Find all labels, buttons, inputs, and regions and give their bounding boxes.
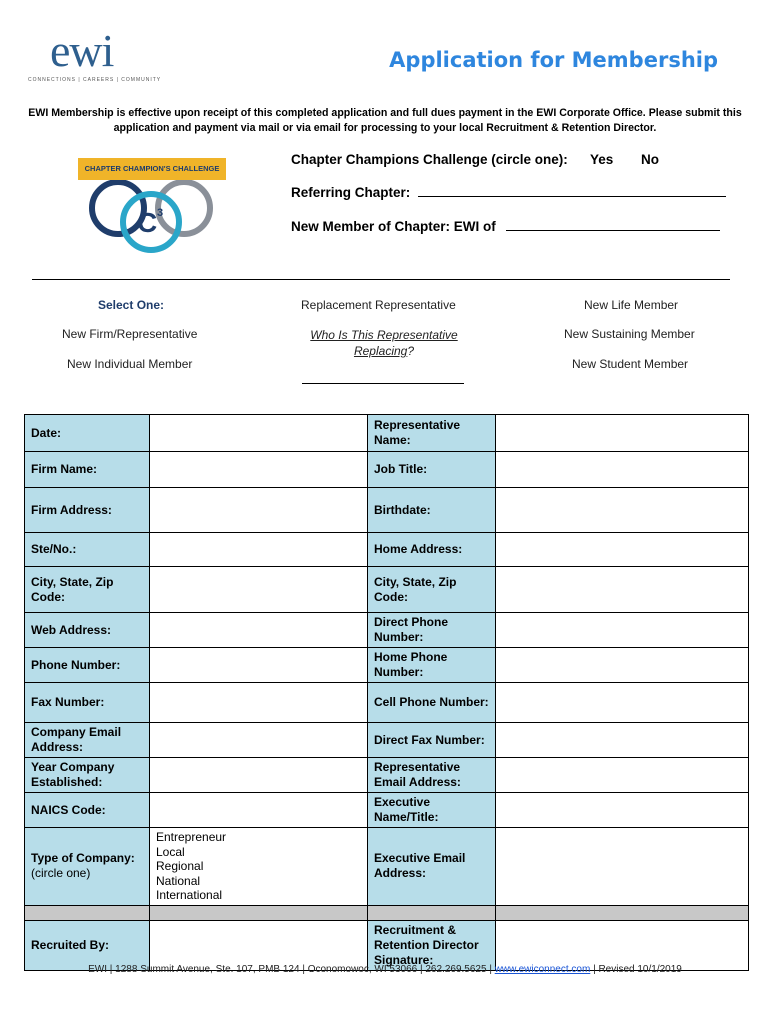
- table-row: [25, 723, 749, 758]
- recruited-by-label: Recruited By:: [25, 920, 150, 970]
- rr-signature-label: Recruitment & Retention Director Signature:: [368, 920, 496, 970]
- chapter-champions-badge: [72, 150, 232, 258]
- challenge-yes-option[interactable]: Yes: [590, 152, 614, 167]
- gap-cell: [150, 905, 368, 920]
- year-established-field[interactable]: [150, 758, 368, 793]
- replacing-name-field[interactable]: [302, 372, 464, 384]
- question-mark: ?: [407, 344, 415, 358]
- rep-email-field[interactable]: [496, 758, 749, 793]
- table-gap-row: [25, 905, 749, 920]
- ste-no-field[interactable]: [150, 533, 368, 567]
- home-address-field[interactable]: [496, 533, 749, 567]
- direct-phone-field[interactable]: [496, 613, 749, 648]
- table-row: [25, 793, 749, 828]
- company-type-option[interactable]: Local: [156, 844, 185, 859]
- direct-fax-label: Direct Fax Number:: [368, 723, 496, 758]
- rep-name-label: Representative Name:: [368, 415, 496, 452]
- exec-name-label: Executive Name/Title:: [368, 793, 496, 828]
- naics-field[interactable]: [150, 793, 368, 828]
- fax-number-field[interactable]: [150, 683, 368, 723]
- table-row: [25, 567, 749, 613]
- new-member-chapter-field[interactable]: [506, 219, 720, 231]
- firm-address-field[interactable]: [150, 488, 368, 533]
- firm-city-state-zip-field[interactable]: [150, 567, 368, 613]
- cell-phone-label: Cell Phone Number:: [368, 683, 496, 723]
- footer-website-link[interactable]: www.ewiconnect.com: [494, 964, 591, 975]
- table-row: [25, 683, 749, 723]
- direct-fax-field[interactable]: [496, 723, 749, 758]
- referring-chapter-label: Referring Chapter:: [291, 185, 411, 200]
- logo-wordmark: ewi: [50, 25, 114, 76]
- fax-number-label: Fax Number:: [25, 683, 150, 723]
- company-type-option[interactable]: Entrepreneur: [156, 830, 227, 844]
- home-phone-field[interactable]: [496, 648, 749, 683]
- who-is-text: Who Is This Representative: [310, 328, 458, 342]
- membership-form-table: [24, 414, 749, 971]
- company-type-option[interactable]: National: [156, 873, 201, 888]
- firm-name-label: Firm Name:: [25, 452, 150, 488]
- naics-label: NAICS Code:: [25, 793, 150, 828]
- table-row: [25, 648, 749, 683]
- job-title-label: Job Title:: [368, 452, 496, 488]
- section-divider: [32, 279, 730, 280]
- option-new-life[interactable]: New Life Member: [584, 298, 679, 312]
- ste-no-label: Ste/No.:: [25, 533, 150, 567]
- who-is-replacing-question: [296, 327, 472, 359]
- home-address-label: Home Address:: [368, 533, 496, 567]
- select-one-heading: Select One:: [98, 298, 165, 312]
- table-row: [25, 488, 749, 533]
- table-row: [25, 613, 749, 648]
- exec-email-field[interactable]: [496, 828, 749, 906]
- home-city-state-zip-field[interactable]: [496, 567, 749, 613]
- direct-phone-label: Direct Phone Number:: [368, 613, 496, 648]
- web-address-field[interactable]: [150, 613, 368, 648]
- firm-name-field[interactable]: [150, 452, 368, 488]
- birthdate-field[interactable]: [496, 488, 749, 533]
- company-type-options: [150, 828, 368, 906]
- footer-revised: | Revised 10/1/2019: [593, 964, 682, 975]
- option-new-firm[interactable]: New Firm/Representative: [62, 327, 198, 341]
- web-address-label: Web Address:: [25, 613, 150, 648]
- challenge-label: Chapter Champions Challenge (circle one):: [291, 152, 568, 167]
- circle-one-note: (circle one): [31, 866, 91, 881]
- type-of-company-label: Type of Company:: [31, 851, 135, 866]
- home-phone-label: Home Phone Number:: [368, 648, 496, 683]
- table-row: [25, 828, 749, 906]
- company-type-option[interactable]: International: [156, 888, 223, 903]
- table-row: [25, 920, 749, 970]
- referring-chapter-field[interactable]: [418, 185, 726, 197]
- option-replacement-rep[interactable]: Replacement Representative: [301, 298, 456, 312]
- table-row: [25, 452, 749, 488]
- birthdate-label: Birthdate:: [368, 488, 496, 533]
- option-new-individual[interactable]: New Individual Member: [67, 357, 193, 371]
- date-field[interactable]: [150, 415, 368, 452]
- page-footer: [0, 964, 770, 975]
- home-city-state-zip-label: City, State, Zip Code:: [368, 567, 496, 613]
- badge-mark: C: [137, 207, 158, 238]
- table-row: [25, 758, 749, 793]
- logo-tagline: CONNECTIONS | CAREERS | COMMUNITY: [28, 77, 162, 83]
- table-row: [25, 415, 749, 452]
- exec-email-label: Executive Email Address:: [368, 828, 496, 906]
- phone-number-field[interactable]: [150, 648, 368, 683]
- type-of-company-cell: [25, 828, 150, 906]
- firm-city-state-zip-label: City, State, Zip Code:: [25, 567, 150, 613]
- option-new-sustaining[interactable]: New Sustaining Member: [564, 327, 695, 341]
- rr-signature-field[interactable]: [496, 920, 749, 970]
- recruited-by-field[interactable]: [150, 920, 368, 970]
- footer-address: EWI | 1288 Summit Avenue, Ste. 107, PMB 124 | Oconomowoc, WI 53066 | 262.269.5625 |: [88, 964, 492, 975]
- phone-number-label: Phone Number:: [25, 648, 150, 683]
- badge-exponent: 3: [157, 207, 164, 219]
- job-title-field[interactable]: [496, 452, 749, 488]
- page-title: Application for Membership: [389, 48, 718, 72]
- firm-address-label: Firm Address:: [25, 488, 150, 533]
- ewi-logo: [28, 25, 162, 84]
- option-new-student[interactable]: New Student Member: [572, 357, 689, 371]
- cell-phone-field[interactable]: [496, 683, 749, 723]
- gap-cell: [368, 905, 496, 920]
- intro-paragraph: EWI Membership is effective upon receipt of this completed application and full dues payment in the EWI Corporate Office. Please submit this application and payment via mail or via email for processing to your local Recruitment & Retention Director.: [28, 107, 742, 134]
- badge-banner: CHAPTER CHAMPION'S CHALLENGE: [78, 158, 226, 180]
- rep-name-field[interactable]: [496, 415, 749, 452]
- rep-email-label: Representative Email Address:: [368, 758, 496, 793]
- challenge-no-option[interactable]: No: [641, 152, 659, 167]
- new-member-chapter-label: New Member of Chapter: EWI of: [291, 219, 496, 234]
- date-label: Date:: [25, 415, 150, 452]
- company-email-label: Company Email Address:: [25, 723, 150, 758]
- year-established-label: Year Company Established:: [25, 758, 150, 793]
- gap-cell: [496, 905, 749, 920]
- table-row: [25, 533, 749, 567]
- gap-cell: [25, 905, 150, 920]
- company-type-option[interactable]: Regional: [156, 859, 204, 874]
- replacing-text: Replacing: [353, 344, 408, 358]
- exec-name-field[interactable]: [496, 793, 749, 828]
- company-email-field[interactable]: [150, 723, 368, 758]
